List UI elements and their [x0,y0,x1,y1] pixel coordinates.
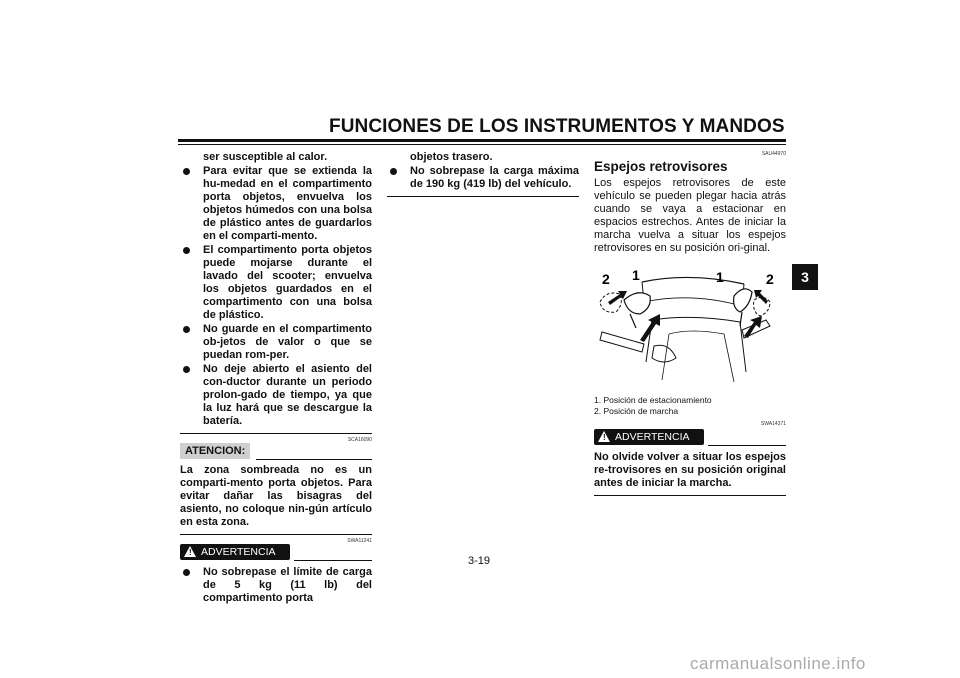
mirror-illustration [594,262,786,387]
section-divider [180,433,372,434]
bullet-icon [183,326,190,333]
warning-badge: ! ADVERTENCIA [180,544,290,560]
continued-text: ser susceptible al calor. [203,151,328,163]
column-3 [594,151,786,496]
list-item: No deje abierto el asiento del con-ductor durante un periodo prolon-gado de tiempo, ya que la luz hará que se descargue la batería. [180,363,372,428]
list-item: No sobrepase la carga máxima de 190 kg (419 lb) del vehículo. [387,165,579,191]
bullet-icon [183,247,190,254]
figure-label: 1 [632,267,640,283]
bullet-icon [183,168,190,175]
notice-rule [256,459,372,460]
continued-text: objetos trasero. [410,151,493,163]
section-body: Los espejos retrovisores de este vehículo se pueden plegar hacia atrás cuando se vaya a estacionar en espacios estrechos. Antes de iniciar la marcha vuelva a situar los espejos retrovisores en su posición ori-ginal. [594,177,786,254]
section-divider [180,534,372,535]
warning-text: No olvide volver a situar los espejos re-trovisores en su posición original antes de iniciar la marcha. [594,451,786,489]
figure-caption: 1. Posición de estacionamiento 2. Posición de marcha [594,395,712,416]
figure-label: 2 [602,271,610,287]
warning-badge: ! ADVERTENCIA [594,429,704,445]
reference-code: SAU44970 [761,151,786,157]
column-2 [387,151,579,197]
figure-label: 2 [766,271,774,287]
header-rule-thin [178,144,786,145]
reference-code: SWA11241 [347,538,372,544]
section-end-rule [387,196,579,197]
warning-rule [708,445,786,446]
reference-code: SWA14371 [760,421,786,427]
warning-header [594,429,786,446]
notice-text: La zona sombreada no es un comparti-mento porta objetos. Para evitar dañar las bisagras del asiento, no coloque nin-gún artículo en esta zona. [180,464,372,528]
list-item: El compartimento porta objetos puede mojarse durante el lavado del scooter; envuelva los objetos guardados en el compartimento con una bolsa de plástico. [180,244,372,322]
list-item: No guarde en el compartimento ob-jetos de valor o que se puedan rom-per. [180,323,372,362]
notice-header [180,443,372,460]
bullet-icon [183,569,190,576]
list-item: Para evitar que se extienda la hu-medad en el compartimento porta objetos, envuelva los objetos húmedos con una bolsa de plástico antes de guardarlos en el comparti-mento. [180,165,372,243]
page-title: FUNCIONES DE LOS INSTRUMENTOS Y MANDOS [329,116,785,137]
page-number: 3-19 [468,555,491,567]
reference-code: SCA16090 [347,437,372,443]
watermark: carmanualsonline.info [690,654,866,673]
figure-label: 1 [716,269,724,285]
atencion-badge: ATENCION: [180,443,250,459]
warning-header [180,544,372,561]
bullet-icon [390,168,397,175]
bullet-icon [183,366,190,373]
warning-rule [294,560,372,561]
header-rule [178,139,786,142]
section-title: Espejos retrovisores [594,159,728,174]
chapter-tab: 3 [792,264,818,290]
section-end-rule [594,495,786,496]
column-1 [180,151,372,605]
list-item: No sobrepase el límite de carga de 5 kg (11 lb) del compartimento porta [180,566,372,605]
